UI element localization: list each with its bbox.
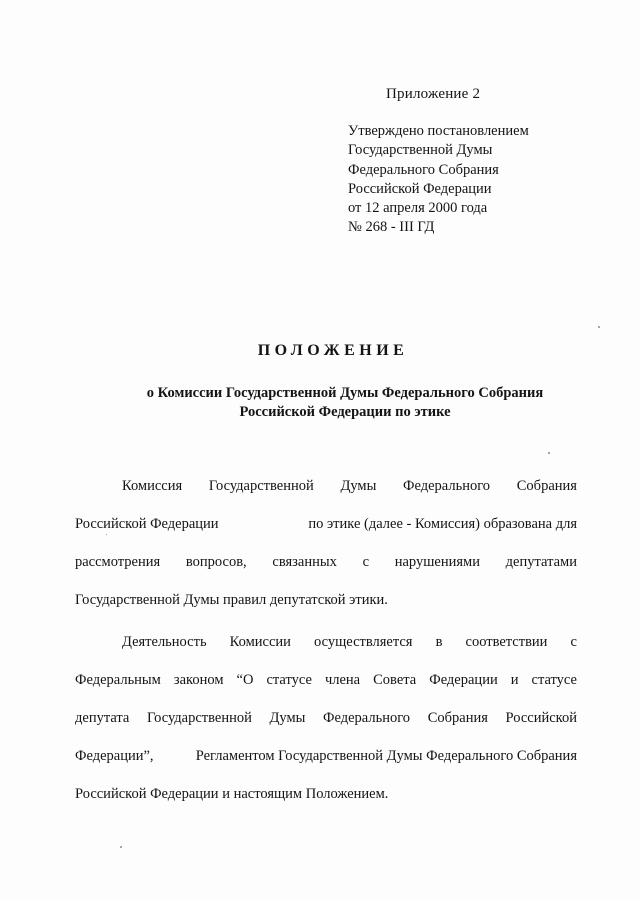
word: Регламентом Государственной Думы Федерального Собрания	[195, 748, 577, 764]
word: “О	[236, 672, 254, 688]
approval-line: Федерального Собрания	[348, 161, 499, 178]
word: Российской	[505, 710, 577, 726]
paragraph	[75, 630, 577, 820]
approval-line: Государственной Думы	[348, 142, 493, 159]
word: рассмотрения	[75, 554, 161, 570]
scan-speck	[120, 846, 122, 848]
word: Комиссия	[122, 478, 183, 494]
scan-speck	[548, 452, 550, 454]
text-line	[75, 744, 577, 782]
word: соответствии	[465, 634, 548, 650]
word: депутатами	[505, 554, 577, 570]
text-line	[75, 630, 577, 668]
text-line-last: Российской Федерации и настоящим Положением.	[75, 786, 389, 802]
approval-line: № 268 - III ГД	[348, 219, 435, 236]
word: Думы	[340, 478, 377, 494]
word: нарушениями	[394, 554, 480, 570]
document-subtitle	[0, 384, 640, 422]
text-line	[75, 512, 577, 550]
word: с	[570, 634, 577, 650]
word: депутата	[75, 710, 130, 726]
word: Федерации	[429, 672, 498, 688]
word: в	[435, 634, 443, 650]
word: Думы	[269, 710, 306, 726]
word: Федеральным	[75, 672, 161, 688]
approval-line: Российской Федерации	[348, 180, 492, 197]
document-body	[75, 474, 577, 820]
appendix-label: Приложение 2	[386, 86, 481, 102]
subtitle-line: о Комиссии Государственной Думы Федерального Собрания	[146, 385, 544, 401]
word: Государственной	[208, 478, 314, 494]
word: Российской Федерации	[75, 516, 219, 532]
word: Государственной	[147, 710, 252, 726]
word: вопросов,	[185, 554, 247, 570]
word: осуществляется	[314, 634, 413, 650]
word: члена	[324, 672, 361, 688]
word: статусе	[531, 672, 577, 688]
text-line	[75, 550, 577, 588]
text-line	[75, 706, 577, 744]
word: Собрания	[516, 478, 577, 494]
word: связанных	[272, 554, 337, 570]
word: по этике (далее - Комиссия) образована для	[308, 516, 577, 532]
text-line	[75, 474, 577, 512]
scan-speck	[598, 326, 600, 328]
word: Федерации”,	[75, 748, 154, 764]
text-line	[75, 668, 577, 706]
word: Собрания	[427, 710, 488, 726]
subtitle-line: Российской Федерации по этике	[239, 404, 451, 420]
approval-line: от 12 апреля 2000 года	[348, 200, 488, 217]
approval-line: Утверждено постановлением	[348, 123, 529, 139]
paragraph	[75, 474, 577, 626]
word: Федерального	[403, 478, 491, 494]
word: с	[362, 554, 369, 570]
word: статусе	[266, 672, 312, 688]
document-title: ПОЛОЖЕНИЕ	[257, 342, 409, 359]
word: Совета	[373, 672, 417, 688]
word: Деятельность	[122, 634, 207, 650]
word: Федерального	[323, 710, 411, 726]
text-line-last: Государственной Думы правил депутатской этики.	[75, 592, 388, 608]
scan-speck	[106, 534, 107, 535]
word: законом	[173, 672, 224, 688]
word: и	[510, 672, 519, 688]
approval-block	[348, 122, 608, 238]
word: Комиссии	[229, 634, 291, 650]
